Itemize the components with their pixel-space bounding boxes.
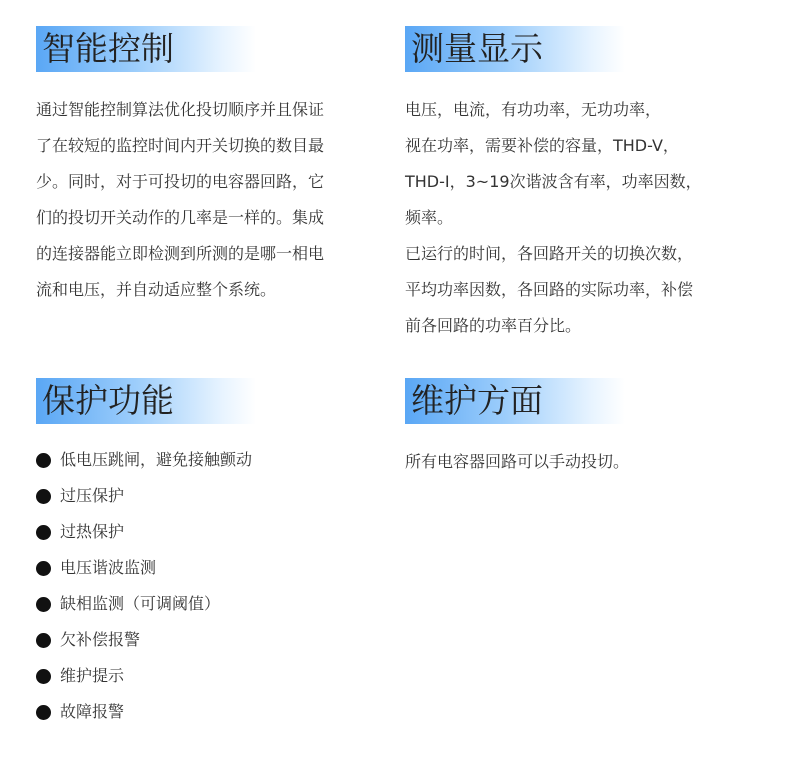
list-item xyxy=(36,658,376,694)
body-line: 所有电容器回路可以手动投切。 xyxy=(405,452,630,471)
section-title-smart-control: 智能控制 xyxy=(36,26,256,72)
section-protection-functions xyxy=(36,378,376,730)
body-line: 电压，电流，有功功率，无功功率， xyxy=(405,100,662,119)
section-title-measurement-display: 测量显示 xyxy=(405,26,625,72)
section-smart-control xyxy=(36,26,368,308)
bullet-dot-icon xyxy=(36,453,51,468)
body-line: 的连接器能立即检测到所测的是哪一相电 xyxy=(36,244,325,263)
body-line: 已运行的时间，各回路开关的切换次数， xyxy=(405,244,694,263)
list-item xyxy=(36,514,376,550)
list-item-label: 维护提示 xyxy=(60,666,125,685)
list-item-label: 电压谐波监测 xyxy=(60,558,157,577)
body-line: 们的投切开关动作的几率是一样的。集成 xyxy=(36,208,325,227)
bullet-dot-icon xyxy=(36,561,51,576)
section-maintenance xyxy=(405,378,765,480)
bullet-dot-icon xyxy=(36,489,51,504)
list-item xyxy=(36,478,376,514)
body-line: 视在功率，需要补偿的容量，THD-V， xyxy=(405,136,679,155)
list-item xyxy=(36,550,376,586)
list-item xyxy=(36,622,376,658)
section-title-maintenance: 维护方面 xyxy=(405,378,625,424)
section-body-measurement-display xyxy=(405,92,765,344)
body-line: 流和电压，并自动适应整个系统。 xyxy=(36,280,277,299)
body-line: 了在较短的监控时间内开关切换的数目最 xyxy=(36,136,325,155)
section-measurement-display xyxy=(405,26,765,344)
bullet-dot-icon xyxy=(36,669,51,684)
list-item-label: 欠补偿报警 xyxy=(60,630,141,649)
list-item-label: 过压保护 xyxy=(60,486,125,505)
section-body-maintenance xyxy=(405,444,765,480)
list-item xyxy=(36,694,376,730)
bullet-dot-icon xyxy=(36,705,51,720)
body-line: 通过智能控制算法优化投切顺序并且保证 xyxy=(36,100,325,119)
list-item-label: 故障报警 xyxy=(60,702,125,721)
body-line: 少。同时，对于可投切的电容器回路，它 xyxy=(36,172,325,191)
list-item-label: 低电压跳闸，避免接触颤动 xyxy=(60,450,253,469)
bullet-dot-icon xyxy=(36,525,51,540)
list-item xyxy=(36,442,376,478)
body-line: 频率。 xyxy=(405,208,454,227)
bullet-dot-icon xyxy=(36,633,51,648)
body-line: 平均功率因数，各回路的实际功率，补偿 xyxy=(405,280,694,299)
list-item xyxy=(36,586,376,622)
list-item-label: 缺相监测（可调阈值） xyxy=(60,594,221,613)
body-line: 前各回路的功率百分比。 xyxy=(405,316,582,335)
bullet-dot-icon xyxy=(36,597,51,612)
protection-list xyxy=(36,442,376,730)
section-body-smart-control xyxy=(36,92,368,308)
section-title-protection-functions: 保护功能 xyxy=(36,378,256,424)
body-line: THD-I，3~19次谐波含有率，功率因数， xyxy=(405,172,702,191)
list-item-label: 过热保护 xyxy=(60,522,125,541)
